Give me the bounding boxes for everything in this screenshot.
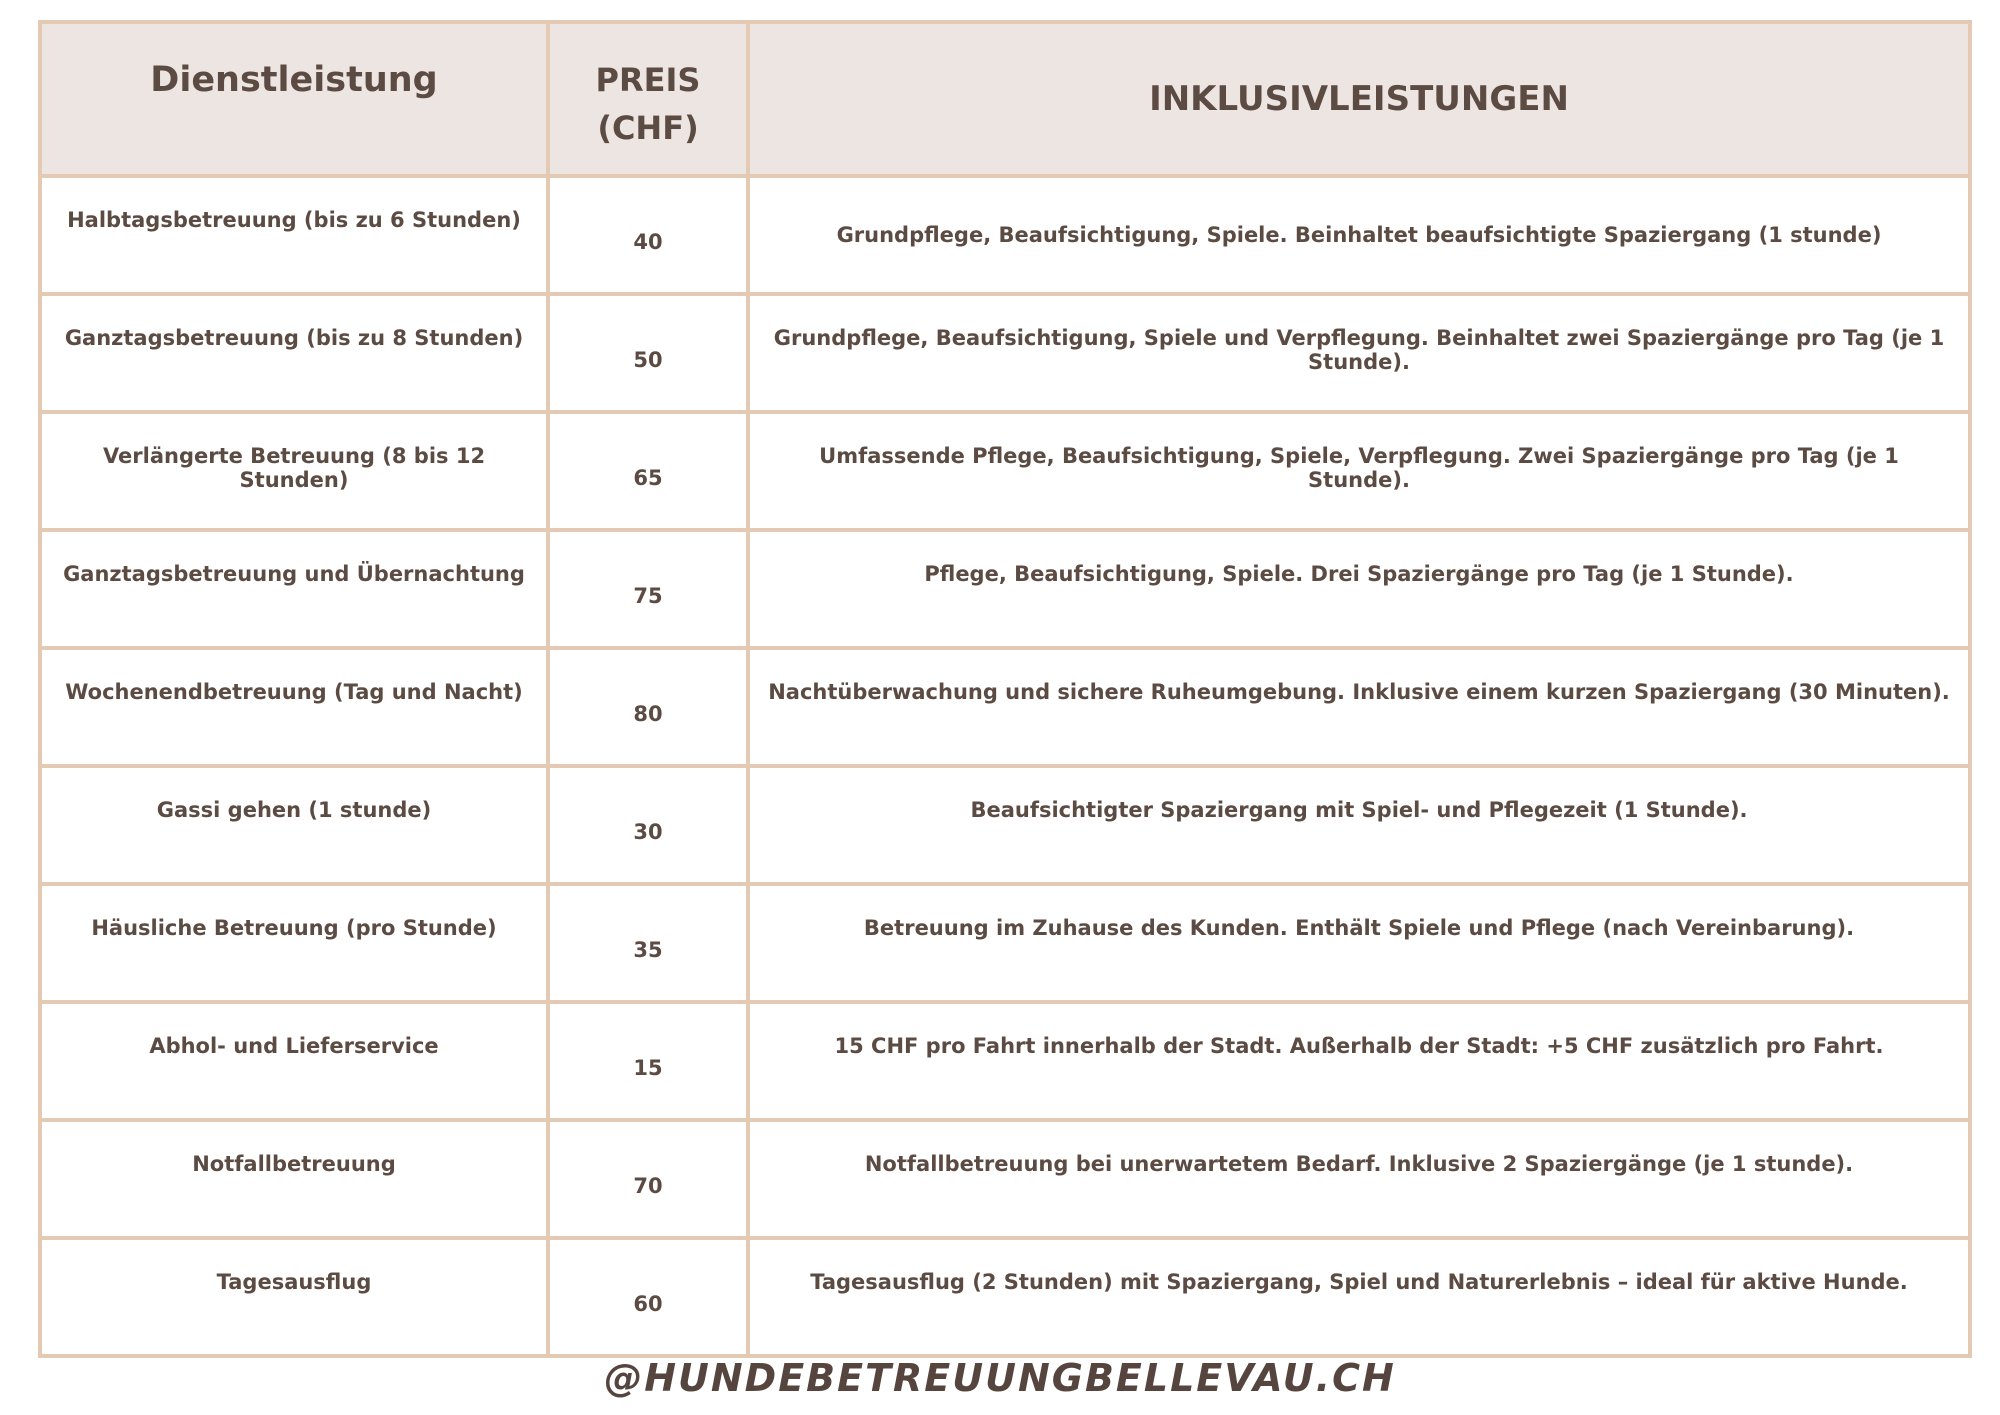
row-includes: Grundpflege, Beaufsichtigung, Spiele und Verpflegung. Beinhaltet zwei Spaziergänge pro Tag (je 1 Stunde). — [748, 294, 1970, 412]
table-row — [40, 294, 1970, 412]
row-service: Ganztagsbetreuung und Übernachtung — [40, 530, 548, 648]
row-price: 70 — [548, 1120, 748, 1238]
row-includes: Umfassende Pflege, Beaufsichtigung, Spiele, Verpflegung. Zwei Spaziergänge pro Tag (je 1 Stunde). — [748, 412, 1970, 530]
row-service: Notfallbetreuung — [40, 1120, 548, 1238]
row-price: 50 — [548, 294, 748, 412]
row-price: 30 — [548, 766, 748, 884]
row-includes: Notfallbetreuung bei unerwartetem Bedarf. Inklusive 2 Spaziergänge (je 1 stunde). — [748, 1120, 1970, 1238]
row-price: 60 — [548, 1238, 748, 1356]
row-service: Halbtagsbetreuung (bis zu 6 Stunden) — [40, 176, 548, 294]
row-includes: Grundpflege, Beaufsichtigung, Spiele. Beinhaltet beaufsichtigte Spaziergang (1 stunde) — [748, 176, 1970, 294]
header-price: PREIS (CHF) — [548, 22, 748, 176]
row-service: Häusliche Betreuung (pro Stunde) — [40, 884, 548, 1002]
row-price: 15 — [548, 1002, 748, 1120]
row-price: 65 — [548, 412, 748, 530]
row-service: Verlängerte Betreuung (8 bis 12 Stunden) — [40, 412, 548, 530]
table-row — [40, 884, 1970, 1002]
row-service: Wochenendbetreuung (Tag und Nacht) — [40, 648, 548, 766]
row-price: 35 — [548, 884, 748, 1002]
table-row — [40, 412, 1970, 530]
row-price: 40 — [548, 176, 748, 294]
table-row — [40, 1238, 1970, 1356]
row-service: Gassi gehen (1 stunde) — [40, 766, 548, 884]
row-includes: Beaufsichtigter Spaziergang mit Spiel- und Pflegezeit (1 Stunde). — [748, 766, 1970, 884]
table-row — [40, 176, 1970, 294]
table-header-row — [40, 22, 1970, 176]
footer-handle: @HUNDEBETREUUNGBELLEVAU.CH — [604, 1356, 1396, 1400]
table-row — [40, 766, 1970, 884]
row-includes: Nachtüberwachung und sichere Ruheumgebung. Inklusive einem kurzen Spaziergang (30 Minuten). — [748, 648, 1970, 766]
price-table — [38, 20, 1972, 1358]
row-service: Tagesausflug — [40, 1238, 548, 1356]
table-row — [40, 530, 1970, 648]
row-service: Ganztagsbetreuung (bis zu 8 Stunden) — [40, 294, 548, 412]
table-row — [40, 1002, 1970, 1120]
row-includes: Betreuung im Zuhause des Kunden. Enthält Spiele und Pflege (nach Vereinbarung). — [748, 884, 1970, 1002]
row-includes: 15 CHF pro Fahrt innerhalb der Stadt. Außerhalb der Stadt: +5 CHF zusätzlich pro Fahrt. — [748, 1002, 1970, 1120]
table-row — [40, 1120, 1970, 1238]
header-includes: INKLUSIVLEISTUNGEN — [748, 22, 1970, 176]
header-service: Dienstleistung — [40, 22, 548, 176]
row-includes: Pflege, Beaufsichtigung, Spiele. Drei Spaziergänge pro Tag (je 1 Stunde). — [748, 530, 1970, 648]
row-service: Abhol- und Lieferservice — [40, 1002, 548, 1120]
row-price: 80 — [548, 648, 748, 766]
row-price: 75 — [548, 530, 748, 648]
row-includes: Tagesausflug (2 Stunden) mit Spaziergang, Spiel und Naturerlebnis – ideal für aktive Hunde. — [748, 1238, 1970, 1356]
table-row — [40, 648, 1970, 766]
